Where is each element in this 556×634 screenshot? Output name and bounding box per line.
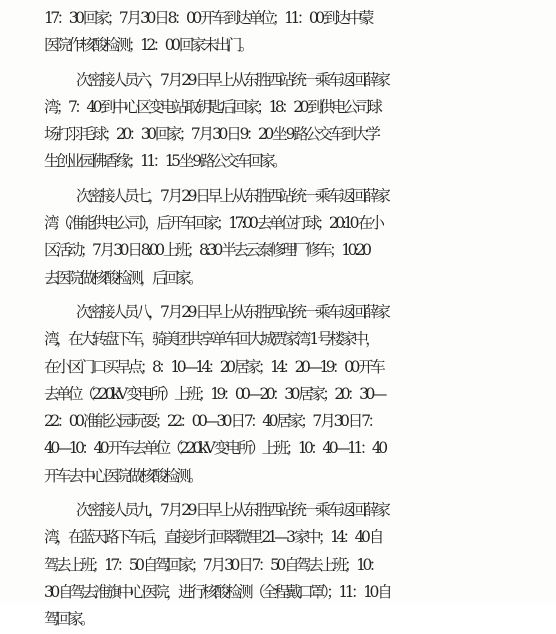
text-line: 驾去上班；17：50 自驾回家；7 月 30 日 7：50 自驾去上班；10： — [44, 555, 381, 574]
text-line: 次密接人员七，7 月 29 日早上从东胜西站统一乘车返回薛家 — [76, 186, 388, 205]
text-line: 40—10：40 开车去单位（220kV 变电所）上班；10：40—11：40 — [44, 439, 385, 458]
text-line: 在小区门口买早点；8：10—14：20 居家；14：20—19：00 开车 — [44, 357, 383, 376]
text-line: 次密接人员六，7 月 29 日早上从东胜西站统一乘车返回薛家 — [76, 70, 388, 89]
text-line: 湾（准能供电公司），后开车回家；17:00 去单位打球；20:10 在小 — [44, 214, 382, 233]
text-line: 场打羽毛球；20：30 回家；7 月 30 日 9：20 坐 9 路公交车到大学 — [44, 125, 378, 144]
text-line: 湾，在蓝天路下车后，直接步行回翠微里 21—3 家中；14：40 自 — [44, 528, 381, 547]
text-line: 22：00 准能公园玩耍；22：00—30 日 7：40 居家；7 月 30 日 7： — [44, 412, 380, 431]
text-line: 医院作核酸检测；12：00 回家未出门。 — [44, 36, 251, 55]
text-line: 去医院做核酸检测，后回家。 — [44, 268, 201, 287]
text-line: 30 自驾去准旗中心医院，进行核酸检测（全程戴口罩）；11：10 自 — [44, 582, 390, 601]
text-line: 区活动；7 月 30 日 8:00 上班；8:30 半去云泰修理厂修车；10:20 — [44, 241, 369, 260]
document-body — [44, 0, 524, 634]
text-line: 驾回家。 — [44, 610, 93, 629]
text-line: 次密接人员九，7 月 29 日早上从东胜西站统一乘车返回薛家 — [76, 501, 388, 520]
text-line: 湾；7：40 到中心区变电站取钥匙后回家；18：20 到供电公司球 — [44, 97, 380, 116]
text-line: 生创业园佛香缘；11：15 坐 9 路公交车回家。 — [44, 152, 285, 171]
text-line: 湾，在大转盘下车，骑美团共享单车回大城贾家湾 1 号楼家中， — [44, 330, 378, 349]
text-line: 17：30 回家；7 月 30 日 8：00 开车到达单位；11：00 到达中蒙 — [44, 9, 372, 27]
text-line: 次密接人员八，7 月 29 日早上从东胜西站统一乘车返回薛家 — [76, 302, 388, 321]
text-line: 去单位（220kV 变电所）上班；19：00—20：30 居家；20：30— — [44, 384, 384, 403]
text-line: 开车去中心医院做核酸检测。 — [44, 466, 201, 485]
